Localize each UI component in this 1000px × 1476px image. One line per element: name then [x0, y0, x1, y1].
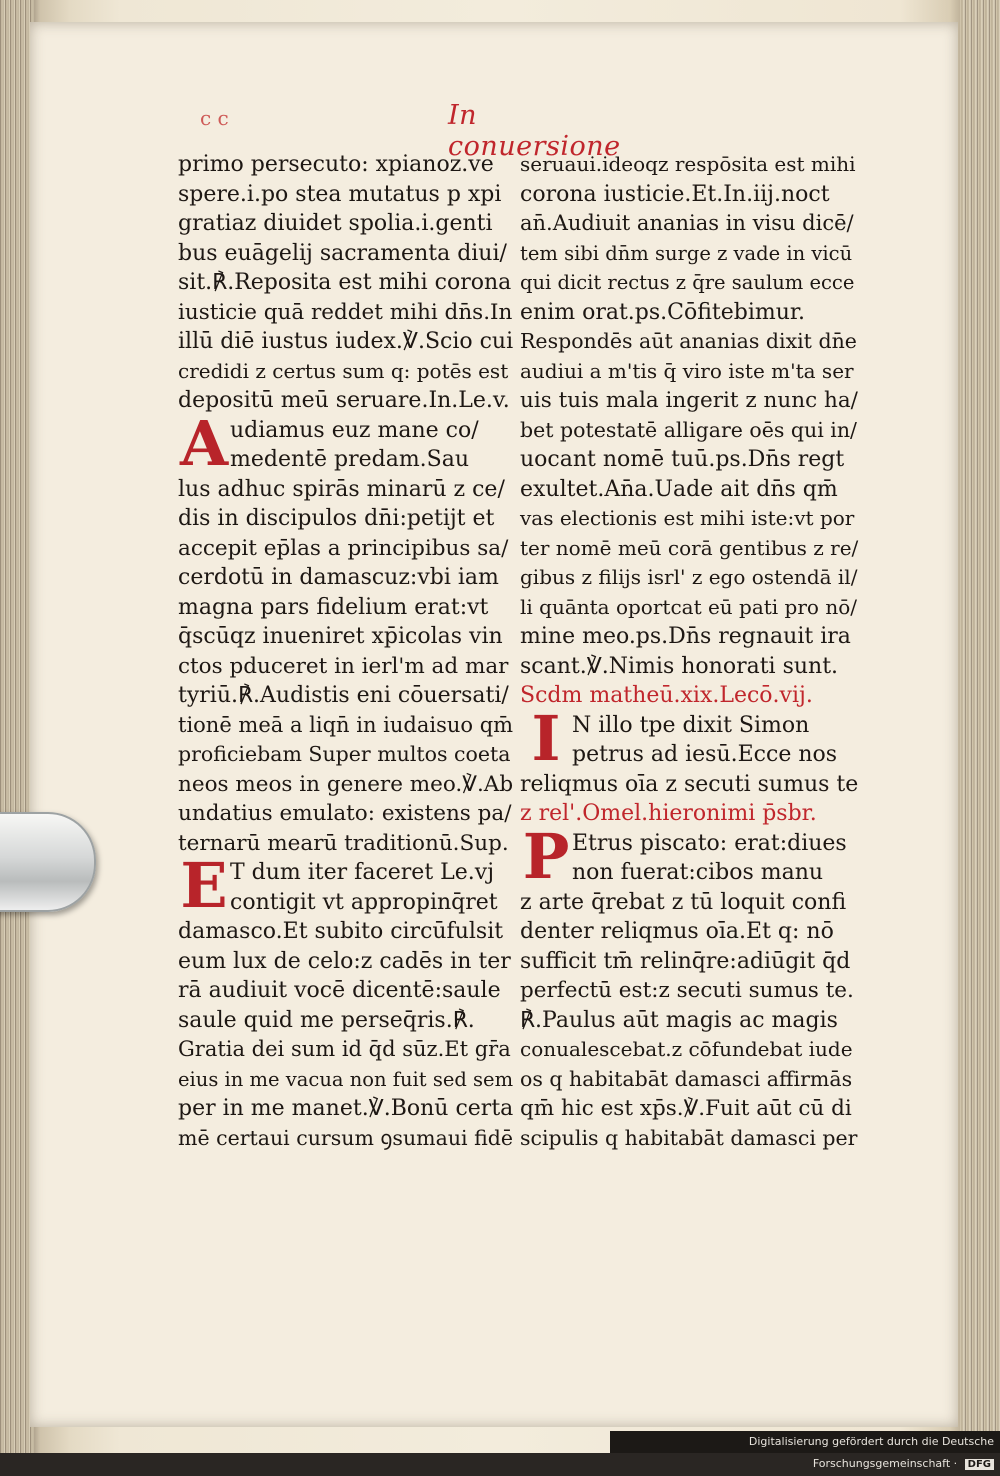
- initial-p: P: [522, 819, 570, 893]
- text-line: vas electionis est mihi iste:vt por: [520, 506, 855, 530]
- text-line: proficiebam Super multos coeta: [178, 742, 511, 766]
- text-line: Scdm matheū.xix.Lecō.vij.: [520, 683, 813, 708]
- text-line: spere.i.po stea mutatus p xpi: [178, 181, 502, 207]
- page-clip: [0, 812, 96, 912]
- text-line: undatius emulato: existens pa/: [178, 801, 512, 826]
- text-line: damasco.Et subito circūfulsit: [178, 919, 504, 944]
- text-line: ter nomē meū corā gentibus z re/: [520, 535, 859, 560]
- text-line: gratiaz diuidet spolia.i.genti: [178, 211, 493, 236]
- text-line: scipulis q habitabāt damasci per: [520, 1125, 858, 1150]
- text-line: uocant nomē tuū.ps.Dn̄s regt: [520, 447, 845, 472]
- text-line: T dum iter faceret Le.vj: [230, 860, 495, 885]
- left-text-block-mid: [178, 475, 513, 859]
- text-line: iusticie quā reddet mihi dn̄s.In: [178, 299, 513, 325]
- text-line: Etrus piscato: erat:diues: [572, 830, 847, 856]
- text-line: eius in me vacua non fuit sed sem: [178, 1067, 514, 1091]
- initial-a: A: [179, 406, 229, 480]
- text-line: lus adhuc spirās minarū z ce/: [178, 476, 505, 502]
- initial-i: I: [531, 701, 561, 775]
- text-line: corona iusticie.Et.In.iij.noct: [520, 181, 830, 207]
- page-edges-left: [0, 0, 34, 1453]
- text-line: credidi z certus sum q: potēs est: [178, 358, 509, 383]
- right-drop-block-i: [520, 701, 858, 775]
- text-line: conualescebat.z cōfundebat iude: [520, 1037, 853, 1061]
- text-line: N illo tpe dixit Simon: [572, 712, 810, 738]
- text-line: cerdotū in damascuz:vbi iam: [178, 565, 499, 590]
- text-line: perfectū est:z secuti sumus te.: [520, 978, 854, 1003]
- text-line: reliqmus oīa z secuti sumus te: [520, 771, 859, 797]
- text-line: os q habitabāt damasci affirmās: [520, 1066, 853, 1091]
- text-line: enim orat.ps.Cōfitebimur.: [520, 299, 806, 325]
- page-edges-right: [960, 0, 1000, 1453]
- text-line: saule quid me perseq̄ris.℟.: [178, 1007, 475, 1033]
- text-line: gibus z filijs isrl' z ego ostendā il/: [520, 565, 858, 589]
- right-column: [520, 150, 858, 1153]
- left-text-block-bottom: [178, 917, 513, 1153]
- text-line: sufficit tm̄ relinq̄re:adiūgit q̄d: [520, 948, 851, 974]
- text-line: eum lux de celo:z cadēs in ter: [178, 948, 511, 974]
- text-line: bet potestatē alligare oēs qui in/: [520, 417, 857, 442]
- text-line: uis tuis mala ingerit z nunc ha/: [520, 388, 858, 413]
- dfg-logo: DFG: [965, 1459, 994, 1470]
- text-line: ctos pduceret in ierl'm ad mar: [178, 653, 509, 679]
- text-line: li quānta oportcat eū pati pro nō/: [520, 594, 857, 619]
- text-line: exultet.An̄a.Uade ait dn̄s qm̄: [520, 476, 838, 502]
- right-text-block-top: [520, 150, 858, 711]
- text-line: Gratia dei sum id q̄d sūz.Et gr̄a: [178, 1037, 511, 1061]
- left-drop-block-a: [178, 406, 513, 480]
- text-line: mine meo.ps.Dn̄s regnauit ira: [520, 624, 851, 649]
- text-line: petrus ad iesū.Ecce nos: [572, 742, 838, 767]
- left-column: [178, 150, 513, 1153]
- text-line: ternarū mearū traditionū.Sup.: [178, 830, 509, 856]
- text-line: medentē predam.Sau: [230, 447, 470, 472]
- text-line: magna pars fidelium erat:vt: [178, 594, 489, 620]
- text-line: per in me manet.℣.Bonū certa: [178, 1096, 514, 1121]
- right-drop-block-p: [520, 819, 858, 893]
- text-line: z arte q̄rebat z tū loquit confi: [520, 889, 847, 915]
- text-line: an̄.Audiuit ananias in visu dicē/: [520, 211, 854, 235]
- text-line: sit.℟.Reposita est mihi corona: [178, 270, 512, 295]
- text-line: ℟.Paulus aūt magis ac magis: [520, 1007, 838, 1033]
- text-line: scant.℣.Nimis honorati sunt.: [520, 653, 839, 679]
- right-text-block-bottom: [520, 888, 858, 1154]
- text-line: depositū meū seruare.In.Le.v.: [178, 388, 510, 413]
- text-line: neos meos in genere meo.℣.Ab: [178, 771, 514, 797]
- folio-number: c c: [200, 106, 229, 130]
- text-line: tem sibi dn̄m surge z vade in vicū: [520, 241, 853, 265]
- text-line: contigit vt appropinq̄ret: [230, 889, 498, 915]
- text-line: qm̄ hic est xp̄s.℣.Fuit aūt cū di: [520, 1096, 852, 1121]
- text-line: primo persecuto: xpianoz.ve: [178, 152, 494, 177]
- running-head: [200, 100, 640, 162]
- running-head-title: In conuersione: [448, 100, 621, 162]
- text-line: mē certaui cursum ꝯsumaui fidē: [178, 1125, 514, 1150]
- text-line: tyriū.℟.Audistis eni cōuersati/: [178, 683, 509, 708]
- text-line: q̄scūqz inueniret xp̄icolas vin: [178, 624, 503, 649]
- text-line: non fuerat:cibos manu: [572, 860, 824, 885]
- text-line: denter reliqmus oīa.Et q: nō: [520, 919, 834, 944]
- footer-credit-text: Digitalisierung gefördert durch die Deutsche Forschungsgemeinschaft ·: [748, 1435, 994, 1470]
- left-drop-block-e: [178, 849, 513, 922]
- text-line: tionē meā a liqn̄ in iudaisuo qm̄: [178, 712, 514, 737]
- left-text-block-top: [178, 150, 513, 416]
- text-line: accepit ep̄las a principibus sa/: [178, 535, 509, 561]
- text-line: dis in discipulos dn̄i:petijt et: [178, 506, 495, 531]
- text-line: seruaui.ideoqz respōsita est mihi: [520, 152, 856, 176]
- text-line: Respondēs aūt ananias dixit dn̄e: [520, 329, 857, 353]
- text-line: qui dicit rectus z q̄re saulum ecce: [520, 271, 855, 294]
- text-line: audiui a m'tis q̄ viro iste m'ta ser: [520, 358, 854, 383]
- text-line: z rel'.Omel.hieronimi p̄sbr.: [520, 801, 817, 826]
- right-text-block-mid: [520, 770, 858, 829]
- text-line: rā audiuit vocē dicentē:saule: [178, 978, 501, 1003]
- text-line: bus euāgelij sacramenta diui/: [178, 240, 507, 266]
- text-line: udiamus euz mane co/: [230, 417, 479, 443]
- text-line: illū diē iustus iudex.℣.Scio cui: [178, 329, 514, 354]
- initial-e: E: [180, 849, 228, 922]
- footer-credit: [610, 1431, 1000, 1470]
